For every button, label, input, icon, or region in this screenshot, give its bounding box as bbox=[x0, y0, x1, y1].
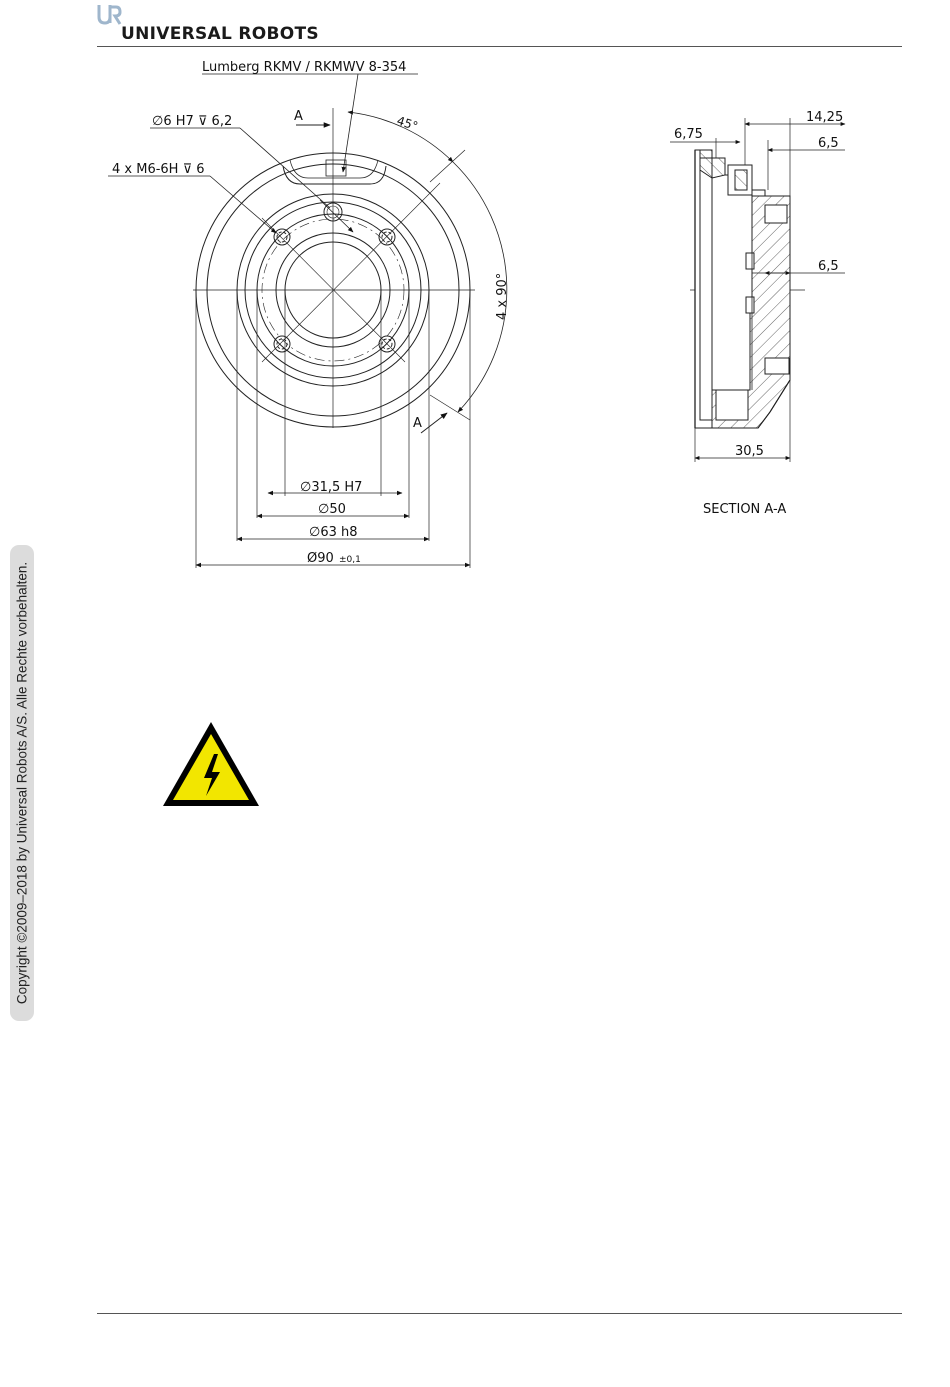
copyright-notice: Copyright ©2009–2018 by Universal Robots A/S. Alle Rechte vorbehalten. bbox=[14, 561, 30, 1005]
dim-6-75-label: 6,75 bbox=[674, 127, 703, 142]
angle-45-label: 45° bbox=[395, 113, 420, 134]
dim-14-25-label: 14,25 bbox=[806, 110, 844, 125]
pin-hole-label: ∅6 H7 ⊽ 6,2 bbox=[152, 114, 233, 129]
footer-divider bbox=[97, 1313, 902, 1314]
diameter-90-tolerance: ±0,1 bbox=[339, 555, 361, 565]
connector-label: Lumberg RKMV / RKMWV 8-354 bbox=[202, 60, 407, 75]
diameter-31-5-label: ∅31,5 H7 bbox=[300, 480, 363, 495]
dim-30-5-label: 30,5 bbox=[735, 444, 764, 459]
dim-6-5-top-label: 6,5 bbox=[818, 136, 839, 151]
section-marker-bottom: A bbox=[413, 416, 422, 431]
electrical-hazard-icon bbox=[160, 718, 262, 810]
dim-6-5-mid-label: 6,5 bbox=[818, 259, 839, 274]
technical-drawing bbox=[0, 0, 950, 620]
diameter-90-label: Ø90 bbox=[307, 551, 334, 566]
diameter-63-label: ∅63 h8 bbox=[309, 525, 358, 540]
section-title: SECTION A-A bbox=[703, 502, 787, 517]
diameter-50-label: ∅50 bbox=[318, 502, 346, 517]
pattern-4x90-label: 4 x 90° bbox=[495, 272, 510, 320]
thread-label: 4 x M6-6H ⊽ 6 bbox=[112, 162, 205, 177]
section-marker-top: A bbox=[294, 109, 303, 124]
section-view bbox=[690, 150, 805, 428]
brand-name: UNIVERSAL ROBOTS bbox=[121, 24, 319, 44]
